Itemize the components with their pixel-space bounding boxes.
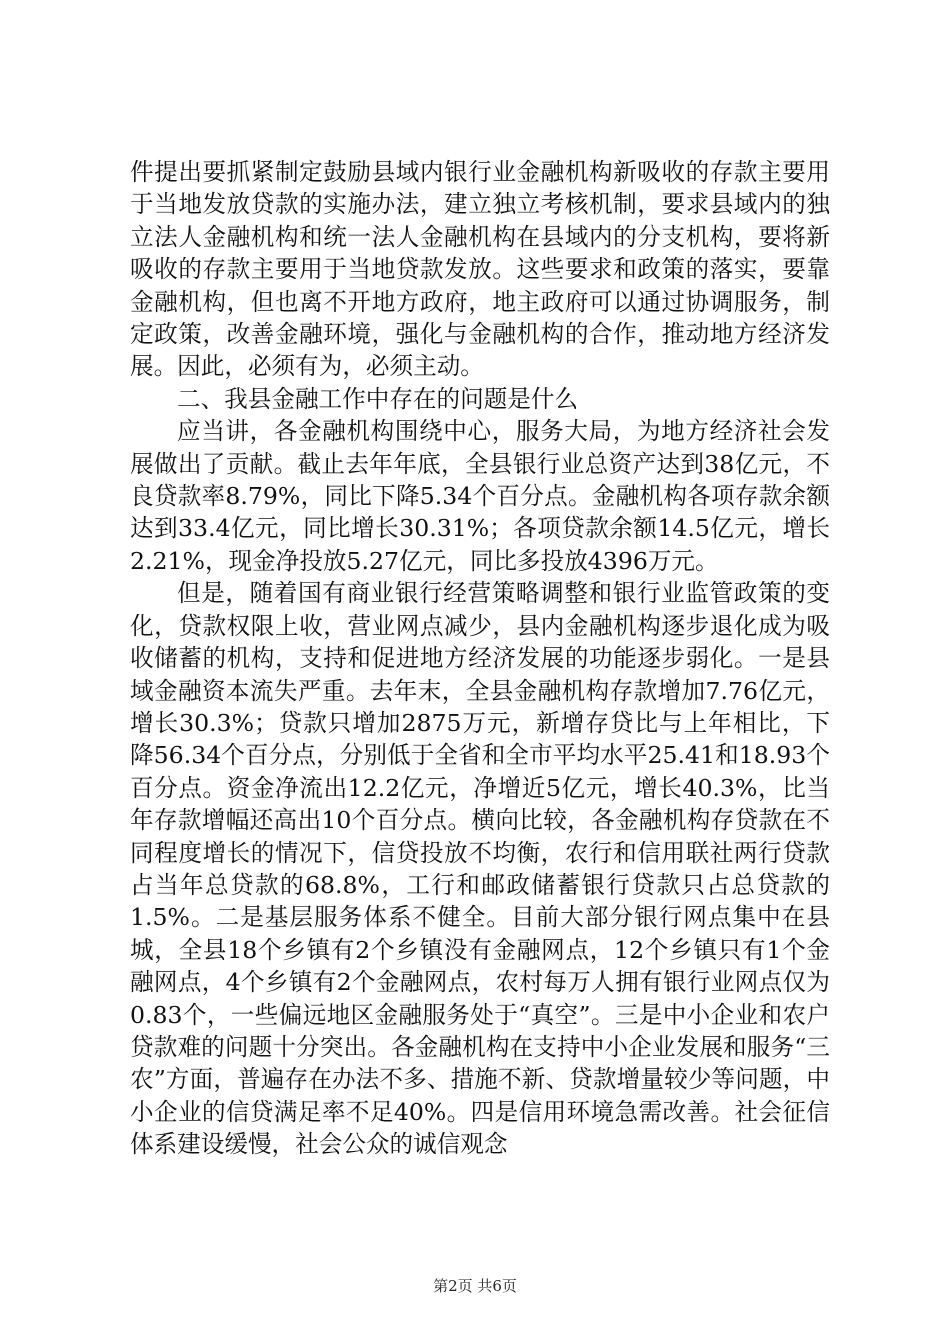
body-text [130,156,830,1161]
section-heading: 二、我县金融工作中存在的问题是什么 [177,384,579,413]
page-footer [0,1276,950,1296]
paragraph-statistics: 应当讲，各金融机构围绕中心，服务大局，为地方经济社会发展做出了贡献。截止去年年底，全县银行业总资产达到38亿元，不良贷款率8.79%，同比下降5.34个百分点。金融机构各项存款余额达到33.4亿元，同比增长30.31%；各项贷款余额14.5亿元，增长2.21%，现金净投放5.27亿元，同比多投放4396万元。 [130,417,830,575]
page-number: 第2页 共6页 [433,1277,517,1295]
paragraph-problems: 但是，随着国有商业银行经营策略调整和银行业监管政策的变化，贷款权限上收，营业网点减少，县内金融机构逐步退化成为吸收储蓄的机构，支持和促进地方经济发展的功能逐步弱化。一是县域金融资本流失严重。去年末，全县金融机构存款增加7.76亿元，增长30.3%；贷款只增加2875万元，新增存贷比与上年相比，下降56.34个百分点，分别低于全省和全市平均水平25.41和18.93个百分点。资金净流出12.2亿元，净增近5亿元，增长40.3%，比当年存款增幅还高出10个百分点。横向比较，各金融机构存贷款在不同程度增长的情况下，信贷投放不均衡，农行和信用联社两行贷款占当年总贷款的68.8%，工行和邮政储蓄银行贷款只占总贷款的1.5%。二是基层服务体系不健全。目前大部分银行网点集中在县城，全县18个乡镇有2个乡镇没有金融网点，12个乡镇只有1个金融网点，4个乡镇有2个金融网点，农村每万人拥有银行业网点仅为0.83个，一些偏远地区金融服务处于“真空”。三是中小企业和农户贷款难的问题十分突出。各金融机构在支持中小企业发展和服务“三农”方面，普遍存在办法不多、措施不新、贷款增量较少等问题，中小企业的信贷满足率不足40%。四是信用环境急需改善。社会征信体系建设缓慢，社会公众的诚信观念 [130,579,830,1159]
paragraph-continuation: 件提出要抓紧制定鼓励县域内银行业金融机构新吸收的存款主要用于当地发放贷款的实施办法，建立独立考核机制，要求县域内的独立法人金融机构和统一法人金融机构在县域内的分支机构，要将新吸收的存款主要用于当地贷款发放。这些要求和政策的落实，要靠金融机构，但也离不开地方政府，地主政府可以通过协调服务，制定政策，改善金融环境，强化与金融机构的合作，推动地方经济发展。因此，必须有为，必须主动。 [130,158,830,381]
